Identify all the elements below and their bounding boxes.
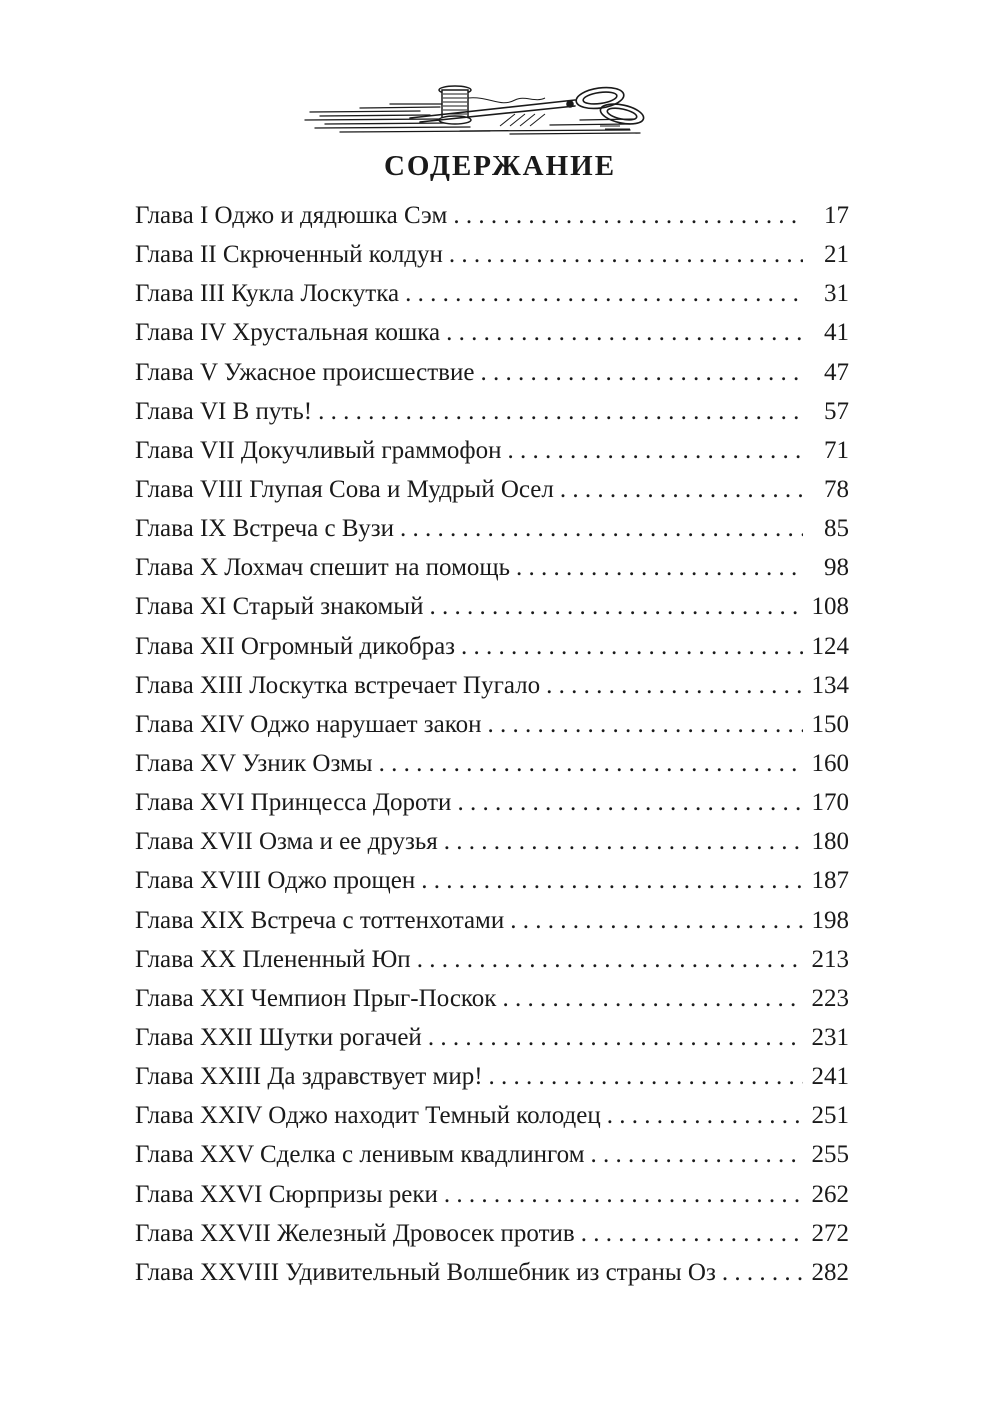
table-of-contents xyxy=(135,196,849,1292)
toc-entry[interactable] xyxy=(135,548,849,587)
toc-chapter-name: Оджо находит Темный колодец xyxy=(268,1102,601,1130)
toc-entry-title xyxy=(135,274,399,313)
dot-leader xyxy=(508,431,804,470)
toc-chapter-name: Да здравствует мир! xyxy=(267,1063,483,1091)
dot-leader xyxy=(516,548,803,587)
toc-entry-title xyxy=(135,1096,601,1135)
toc-entry-title xyxy=(135,392,312,431)
dot-leader xyxy=(480,353,803,392)
toc-entry-title xyxy=(135,861,415,900)
toc-chapter-number: Глава III xyxy=(135,280,225,308)
toc-entry[interactable] xyxy=(135,431,849,470)
toc-entry-title xyxy=(135,470,554,509)
dot-leader xyxy=(444,822,803,861)
toc-entry[interactable] xyxy=(135,1057,849,1096)
toc-entry-title xyxy=(135,744,373,783)
toc-entry-title xyxy=(135,979,496,1018)
dot-leader xyxy=(453,196,803,235)
toc-chapter-number: Глава II xyxy=(135,241,217,269)
toc-chapter-number: Глава X xyxy=(135,554,219,582)
toc-chapter-name: Озма и ее друзья xyxy=(258,828,438,856)
dot-leader xyxy=(449,235,803,274)
toc-entry-title xyxy=(135,1135,585,1174)
toc-chapter-name: Глупая Сова и Мудрый Осел xyxy=(249,475,554,503)
toc-chapter-name: Лохмач спешит на помощь xyxy=(224,554,511,582)
dot-leader xyxy=(417,940,803,979)
toc-page-number: 223 xyxy=(811,984,849,1012)
toc-entry-title xyxy=(135,1253,716,1292)
toc-chapter-name: Удивительный Волшебник из страны Оз xyxy=(285,1258,716,1286)
toc-entry[interactable] xyxy=(135,1096,849,1135)
toc-page-number: 124 xyxy=(811,632,849,660)
toc-entry[interactable] xyxy=(135,940,849,979)
toc-chapter-number: Глава XXVI xyxy=(135,1180,263,1208)
toc-entry[interactable] xyxy=(135,901,849,940)
toc-chapter-number: Глава XXVII xyxy=(135,1219,271,1247)
dot-leader xyxy=(488,705,803,744)
toc-entry-title xyxy=(135,587,423,626)
toc-page-number: 241 xyxy=(811,1063,849,1091)
toc-entry[interactable] xyxy=(135,235,849,274)
toc-page-number: 108 xyxy=(811,593,849,621)
toc-chapter-name: В путь! xyxy=(232,397,313,425)
toc-entry-title xyxy=(135,822,438,861)
toc-entry[interactable] xyxy=(135,1253,849,1292)
toc-page-number: 272 xyxy=(811,1219,849,1247)
toc-chapter-name: Встреча с тоттенхотами xyxy=(250,906,505,934)
toc-chapter-number: Глава XXII xyxy=(135,1023,253,1051)
toc-entry-title xyxy=(135,1018,422,1057)
toc-chapter-number: Глава IV xyxy=(135,319,226,347)
toc-chapter-number: Глава XXI xyxy=(135,984,245,1012)
toc-entry[interactable] xyxy=(135,509,849,548)
toc-chapter-name: Сюрпризы реки xyxy=(268,1180,438,1208)
toc-entry[interactable] xyxy=(135,313,849,352)
toc-entry[interactable] xyxy=(135,744,849,783)
dot-leader xyxy=(429,587,803,626)
toc-chapter-name: Хрустальная кошка xyxy=(232,319,441,347)
toc-page-number: 150 xyxy=(811,710,849,738)
toc-page-number: 71 xyxy=(824,436,849,464)
toc-entry[interactable] xyxy=(135,666,849,705)
dot-leader xyxy=(591,1135,803,1174)
toc-page-number: 21 xyxy=(824,241,849,269)
toc-entry-title xyxy=(135,548,510,587)
toc-page-number: 255 xyxy=(811,1141,849,1169)
toc-entry[interactable] xyxy=(135,196,849,235)
toc-page-number: 262 xyxy=(811,1180,849,1208)
toc-entry-title xyxy=(135,783,451,822)
toc-entry-title xyxy=(135,431,502,470)
toc-entry-title xyxy=(135,1175,438,1214)
toc-chapter-number: Глава VII xyxy=(135,436,235,464)
dot-leader xyxy=(446,313,803,352)
toc-page-number: 98 xyxy=(824,554,849,582)
toc-entry-title xyxy=(135,509,394,548)
toc-chapter-name: Лоскутка встречает Пугало xyxy=(249,671,541,699)
toc-chapter-number: Глава XII xyxy=(135,632,235,660)
toc-entry[interactable] xyxy=(135,1175,849,1214)
dot-leader xyxy=(457,783,803,822)
toc-entry[interactable] xyxy=(135,979,849,1018)
toc-page-number: 187 xyxy=(811,867,849,895)
toc-chapter-number: Глава XVI xyxy=(135,789,245,817)
toc-page-number: 213 xyxy=(811,945,849,973)
toc-chapter-name: Ужасное происшествие xyxy=(223,358,475,386)
toc-page-number: 251 xyxy=(811,1102,849,1130)
dot-leader xyxy=(581,1214,803,1253)
toc-page-number: 78 xyxy=(824,475,849,503)
dot-leader xyxy=(560,470,803,509)
toc-page-number: 57 xyxy=(824,397,849,425)
dot-leader xyxy=(489,1057,803,1096)
toc-chapter-number: Глава VIII xyxy=(135,475,243,503)
toc-page-number: 134 xyxy=(811,671,849,699)
toc-entry-title xyxy=(135,1057,483,1096)
toc-chapter-number: Глава XVII xyxy=(135,828,253,856)
toc-entry[interactable] xyxy=(135,783,849,822)
toc-page-number: 180 xyxy=(811,828,849,856)
dot-leader xyxy=(318,392,803,431)
toc-chapter-name: Принцесса Дороти xyxy=(250,789,452,817)
toc-entry[interactable] xyxy=(135,1214,849,1253)
toc-entry[interactable] xyxy=(135,587,849,626)
toc-chapter-number: Глава XIII xyxy=(135,671,243,699)
toc-entry-title xyxy=(135,940,411,979)
dot-leader xyxy=(722,1253,803,1292)
toc-chapter-name: Старый знакомый xyxy=(232,593,424,621)
toc-chapter-number: Глава VI xyxy=(135,397,227,425)
dot-leader xyxy=(428,1018,803,1057)
toc-page-number: 198 xyxy=(811,906,849,934)
toc-chapter-number: Глава XXIV xyxy=(135,1102,263,1130)
toc-chapter-number: Глава XIX xyxy=(135,906,245,934)
toc-entry[interactable] xyxy=(135,822,849,861)
toc-page-number: 231 xyxy=(811,1023,849,1051)
toc-entry-title xyxy=(135,313,440,352)
dot-leader xyxy=(379,744,803,783)
toc-chapter-name: Сделка с ленивым квадлингом xyxy=(259,1141,585,1169)
toc-entry[interactable] xyxy=(135,353,849,392)
toc-entry-title xyxy=(135,196,447,235)
dot-leader xyxy=(421,861,803,900)
toc-chapter-name: Узник Озмы xyxy=(241,749,373,777)
dot-leader xyxy=(546,666,803,705)
toc-entry-title xyxy=(135,353,474,392)
toc-page-number: 47 xyxy=(824,358,849,386)
toc-chapter-number: Глава IX xyxy=(135,515,227,543)
toc-chapter-number: Глава XIV xyxy=(135,710,244,738)
dot-leader xyxy=(510,901,803,940)
toc-page-number: 85 xyxy=(824,515,849,543)
toc-chapter-number: Глава XXIII xyxy=(135,1063,262,1091)
toc-entry[interactable] xyxy=(135,1018,849,1057)
toc-chapter-name: Скрюченный колдун xyxy=(222,241,443,269)
page-title: СОДЕРЖАНИЕ xyxy=(383,150,617,182)
toc-page-number: 282 xyxy=(811,1258,849,1286)
toc-entry[interactable] xyxy=(135,861,849,900)
dot-leader xyxy=(607,1096,803,1135)
toc-entry-title xyxy=(135,627,455,666)
toc-chapter-name: Плененный Юп xyxy=(242,945,411,973)
toc-entry-title xyxy=(135,1214,575,1253)
toc-chapter-name: Оджо и дядюшка Сэм xyxy=(214,202,448,229)
toc-chapter-name: Оджо нарушает закон xyxy=(250,710,482,738)
toc-chapter-number: Глава XVIII xyxy=(135,867,262,895)
toc-chapter-name: Встреча с Вузи xyxy=(232,515,394,543)
toc-chapter-number: Глава XX xyxy=(135,945,237,973)
toc-entry[interactable] xyxy=(135,705,849,744)
toc-chapter-name: Кукла Лоскутка xyxy=(231,280,400,308)
toc-entry[interactable] xyxy=(135,470,849,509)
dot-leader xyxy=(461,627,803,666)
toc-entry[interactable] xyxy=(135,274,849,313)
toc-chapter-number: Глава I xyxy=(135,202,209,229)
toc-page-number: 160 xyxy=(811,749,849,777)
thread-spool-and-scissors-icon xyxy=(300,78,700,140)
toc-entry-title xyxy=(135,666,540,705)
toc-page-number: 41 xyxy=(824,319,849,347)
toc-chapter-name: Оджо прощен xyxy=(267,867,416,895)
toc-chapter-number: Глава XV xyxy=(135,749,236,777)
toc-page-number: 31 xyxy=(824,280,849,308)
dot-leader xyxy=(405,274,803,313)
toc-chapter-number: Глава V xyxy=(135,358,218,386)
toc-page-number: 17 xyxy=(824,202,849,229)
toc-entry-title xyxy=(135,705,482,744)
toc-entry-title xyxy=(135,235,443,274)
toc-chapter-number: Глава XXVIII xyxy=(135,1258,280,1286)
toc-chapter-name: Огромный дикобраз xyxy=(240,632,456,660)
toc-chapter-name: Чемпион Прыг-Поскок xyxy=(250,984,497,1012)
toc-entry[interactable] xyxy=(135,392,849,431)
dot-leader xyxy=(502,979,803,1018)
toc-chapter-number: Глава XI xyxy=(135,593,227,621)
toc-entry-title xyxy=(135,901,504,940)
dot-leader xyxy=(400,509,803,548)
toc-entry[interactable] xyxy=(135,1135,849,1174)
toc-chapter-name: Шутки рогачей xyxy=(258,1023,422,1051)
toc-entry[interactable] xyxy=(135,627,849,666)
toc-chapter-name: Железный Дровосек против xyxy=(277,1219,575,1247)
toc-chapter-number: Глава XXV xyxy=(135,1141,254,1169)
toc-page-number: 170 xyxy=(811,789,849,817)
dot-leader xyxy=(444,1175,803,1214)
toc-chapter-name: Докучливый граммофон xyxy=(240,436,502,464)
